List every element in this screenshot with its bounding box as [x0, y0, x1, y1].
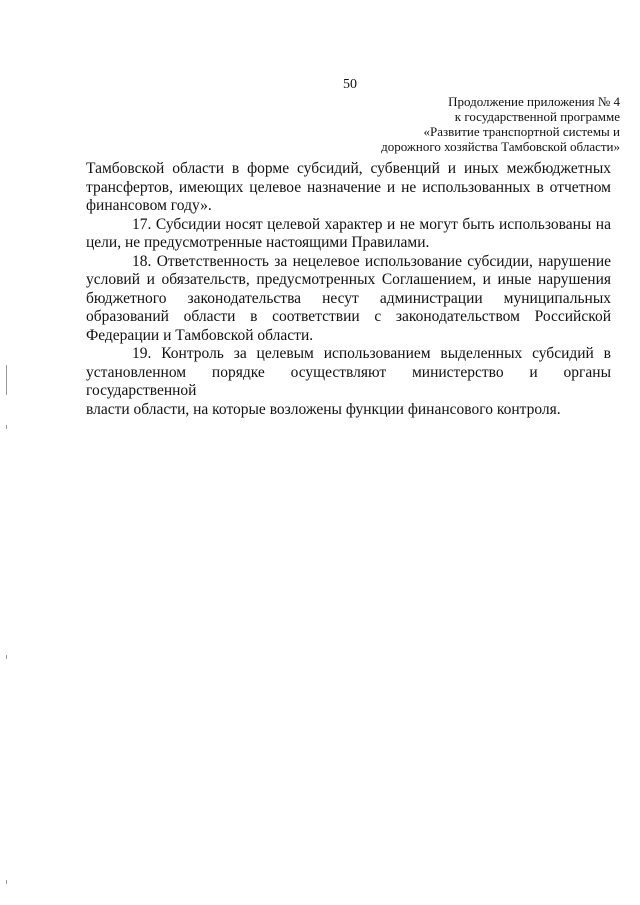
text-line: 19. Контроль за целевым использованием выделенных субсидий в	[132, 345, 611, 362]
header-line: к государственной программе	[454, 109, 620, 124]
text-line: образований области в соответствии с законодательством Российской	[86, 308, 611, 325]
appendix-header-note	[330, 94, 620, 154]
scan-artifact	[6, 425, 7, 429]
text-line: финансовом году».	[86, 197, 212, 214]
header-line: дорожного хозяйства Тамбовской области»	[381, 139, 620, 154]
text-line: трансфертов, имеющих целевое назначение и не использованных в отчетном	[86, 178, 611, 196]
text-line: бюджетного законодательства несут администрации муниципальных	[86, 289, 611, 307]
text-line: Федерации и Тамбовской области.	[86, 326, 314, 344]
page-number: 50	[343, 77, 357, 92]
header-line: Продолжение приложения № 4	[448, 94, 620, 109]
paragraph-continuation	[86, 160, 611, 216]
text-line: цели, не предусмотренные настоящими Правилами.	[86, 234, 430, 251]
text-line: власти области, на которые возложены функции финансового контроля.	[86, 400, 561, 418]
paragraph-18	[86, 253, 611, 346]
scan-artifact	[6, 655, 7, 659]
text-line: Тамбовской области в форме субсидий, субвенций и иных межбюджетных	[86, 160, 611, 177]
scan-artifact	[6, 365, 7, 395]
text-line: условий и обязательств, предусмотренных Соглашением, и иные нарушения	[86, 271, 611, 288]
scan-artifact	[6, 880, 7, 884]
text-line: 18. Ответственность за нецелевое использование субсидии, нарушение	[132, 252, 611, 270]
header-line: «Развитие транспортной системы и	[423, 124, 620, 139]
text-line: установленном порядке осуществляют министерство и органы государственной	[86, 363, 611, 399]
paragraph-17	[86, 216, 611, 253]
text-line: 17. Субсидии носят целевой характер и не могут быть использованы на	[132, 215, 611, 233]
document-body	[86, 160, 611, 419]
paragraph-19	[86, 345, 611, 419]
